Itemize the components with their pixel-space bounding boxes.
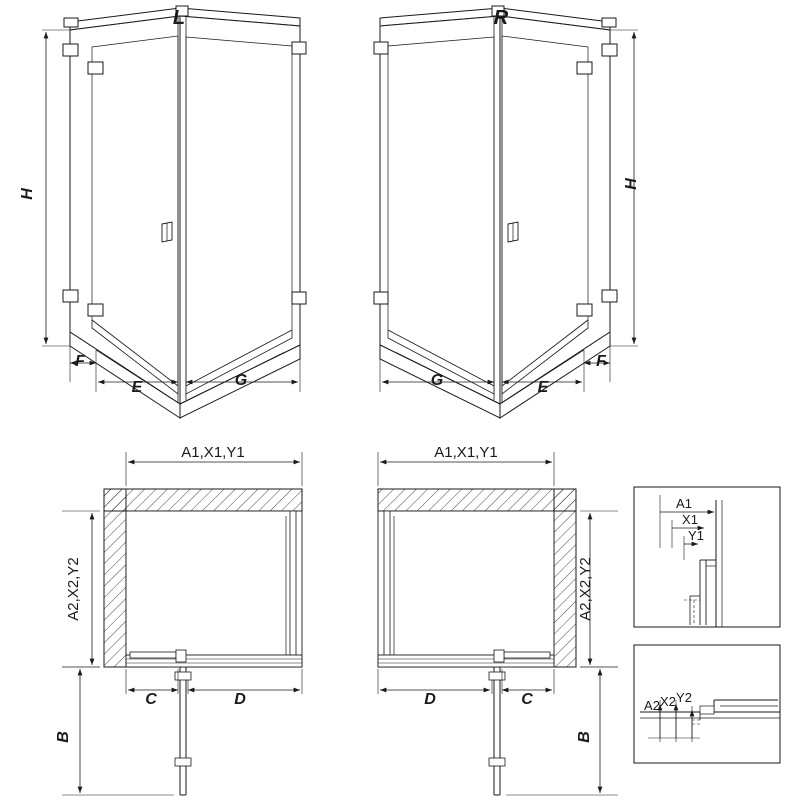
detail-dim-y2: Y2 <box>676 690 692 705</box>
dim-d-right: D <box>424 691 436 708</box>
dim-height-left: H <box>19 188 36 200</box>
dim-height-right: H <box>623 178 640 190</box>
label-view-left: L <box>172 7 186 29</box>
dim-c-left: C <box>145 691 157 708</box>
dim-f-left: F <box>75 353 85 370</box>
detail-dim-y1: Y1 <box>688 528 704 543</box>
detail-view-top <box>634 487 780 627</box>
detail-dim-x1: X1 <box>682 512 698 527</box>
dim-g-right: G <box>430 372 444 389</box>
label-view-right: R <box>493 7 509 29</box>
dim-e-right: E <box>537 379 549 396</box>
dim-c-right: C <box>521 691 533 708</box>
detail-dim-a2: A2 <box>644 698 660 713</box>
dim-a1x1y1-left: A1,X1,Y1 <box>181 444 245 461</box>
dim-a2x2y2-left: A2,X2,Y2 <box>65 557 82 621</box>
dim-b-right: B <box>576 731 593 743</box>
plan-view-left <box>62 452 302 795</box>
dim-g-left: G <box>234 372 248 389</box>
dim-e-left: E <box>131 379 143 396</box>
dim-f-right: F <box>596 353 606 370</box>
dim-d-left: D <box>234 691 246 708</box>
dim-a2x2y2-right: A2,X2,Y2 <box>577 557 594 621</box>
detail-dim-a1: A1 <box>676 496 692 511</box>
dim-a1x1y1-right: A1,X1,Y1 <box>434 444 498 461</box>
detail-dim-x2: X2 <box>660 694 676 709</box>
dim-b-left: B <box>55 731 72 743</box>
